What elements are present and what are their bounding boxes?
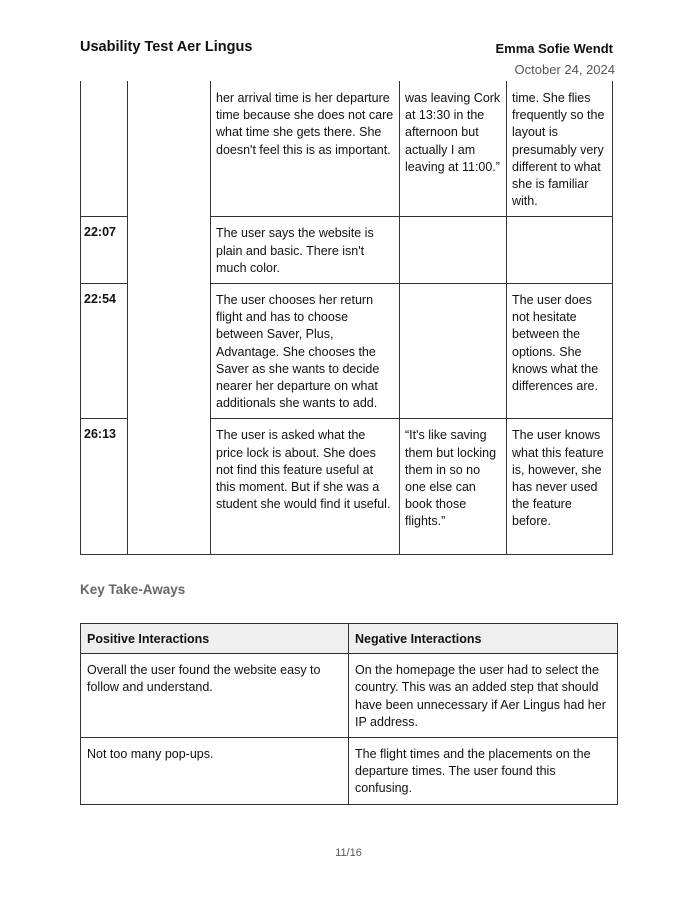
observation-cell: her arrival time is her departure time because she does not care what time she gets there. She doesn't feel this is as important. — [211, 81, 400, 217]
takeaways-heading: Key Take-Aways — [80, 582, 186, 597]
observations-table — [80, 81, 613, 555]
document-title: Usability Test Aer Lingus — [80, 39, 253, 55]
positive-interactions-header: Positive Interactions — [81, 624, 349, 654]
quote-cell: was leaving Cork at 13:30 in the afternoon but actually I am leaving at 11:00.” — [400, 81, 507, 217]
positive-cell: Not too many pop-ups. — [81, 738, 349, 805]
takeaways-table — [80, 623, 618, 805]
author-name: Emma Sofie Wendt — [495, 41, 613, 56]
takeaways-header-row — [81, 624, 618, 654]
quote-cell — [400, 217, 507, 284]
table-row — [81, 81, 613, 217]
table-row — [81, 738, 618, 805]
blank-column-cell — [128, 81, 211, 555]
document-date: October 24, 2024 — [514, 62, 615, 77]
negative-interactions-header: Negative Interactions — [349, 624, 618, 654]
positive-cell: Overall the user found the website easy to follow and understand. — [81, 654, 349, 738]
timestamp-cell: 22:07 — [81, 217, 128, 284]
timestamp-cell: 26:13 — [81, 419, 128, 555]
note-cell: time. She flies frequently so the layout is presumably very different to what she is familiar with. — [507, 81, 613, 217]
quote-cell: “It's like saving them but locking them in so no one else can book those flights.” — [400, 419, 507, 555]
observation-cell: The user says the website is plain and basic. There isn't much color. — [211, 217, 400, 284]
timestamp-cell — [81, 81, 128, 217]
page-number: 11/16 — [335, 847, 362, 859]
observation-cell: The user is asked what the price lock is about. She does not find this feature useful at this moment. But if she was a student she would find it useful. — [211, 419, 400, 555]
note-cell — [507, 217, 613, 284]
negative-cell: On the homepage the user had to select the country. This was an added step that should have been unnecessary if Aer Lingus had her IP address. — [349, 654, 618, 738]
observation-cell: The user chooses her return flight and has to choose between Saver, Plus, Advantage. She chooses the Saver as she wants to decide nearer her departure on what additionals she wants to add. — [211, 284, 400, 419]
note-cell: The user knows what this feature is, however, she has never used the feature before. — [507, 419, 613, 555]
note-cell: The user does not hesitate between the options. She knows what the differences are. — [507, 284, 613, 419]
timestamp-cell: 22:54 — [81, 284, 128, 419]
table-row — [81, 654, 618, 738]
negative-cell: The flight times and the placements on the departure times. The user found this confusing. — [349, 738, 618, 805]
quote-cell — [400, 284, 507, 419]
